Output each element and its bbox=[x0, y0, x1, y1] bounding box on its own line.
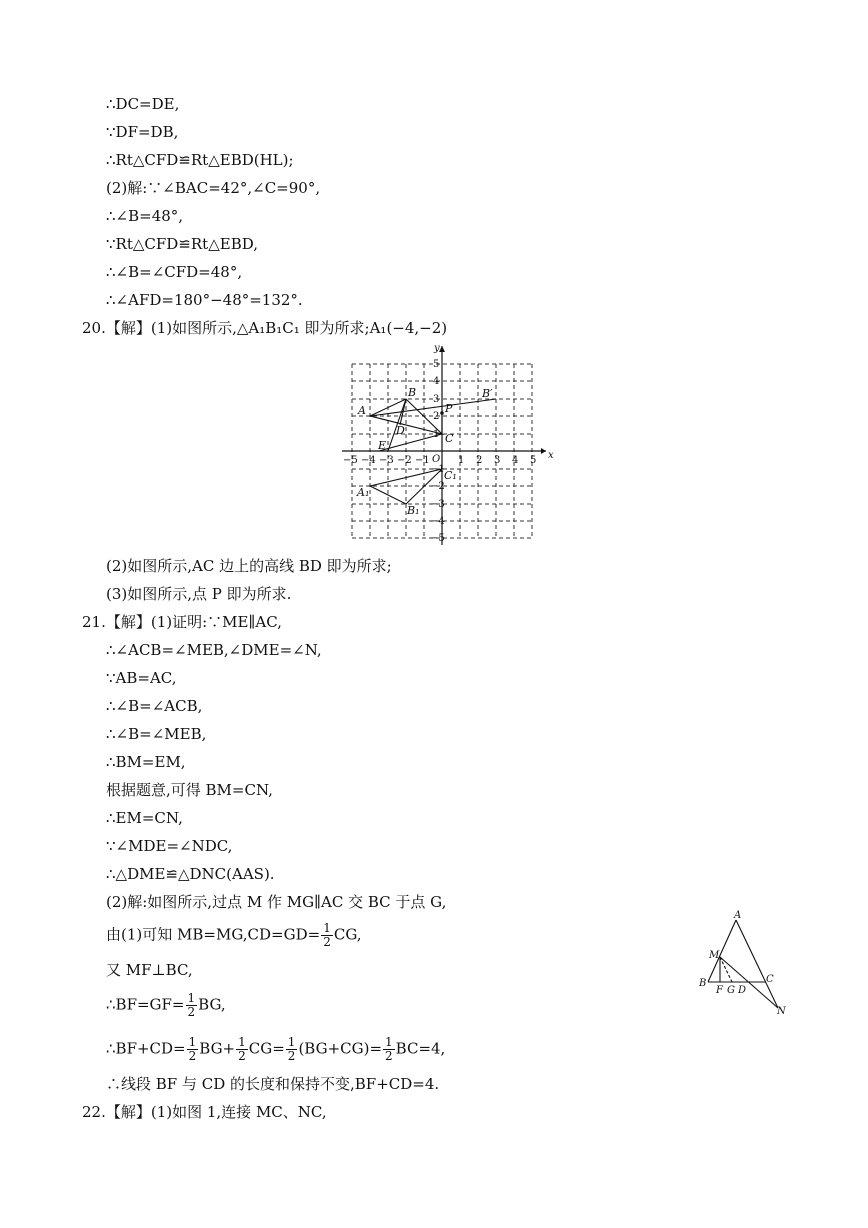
point-label: F bbox=[716, 985, 723, 996]
point-label: B₁ bbox=[407, 504, 420, 517]
x-tick-label: −3 bbox=[379, 455, 394, 466]
point-label: M bbox=[709, 950, 720, 961]
x-tick-label: 3 bbox=[494, 455, 501, 466]
proof-line: 又 MF⊥BC, bbox=[106, 961, 193, 979]
proof-line: (2)解:∵∠BAC=42°,∠C=90°, bbox=[106, 179, 321, 197]
coordinate-grid-figure bbox=[338, 342, 558, 546]
proof-line: ∵AB=AC, bbox=[106, 669, 177, 687]
proof-line: 根据题意,可得 BM=CN, bbox=[106, 781, 273, 799]
y-tick-label: −5 bbox=[430, 533, 445, 544]
point-label: A bbox=[358, 404, 366, 417]
point-label: C bbox=[766, 974, 774, 985]
proof-line: ∴∠B=∠CFD=48°, bbox=[106, 263, 243, 281]
x-tick-label: −5 bbox=[343, 455, 358, 466]
y-tick-label: −4 bbox=[430, 516, 445, 527]
point-label: G bbox=[727, 985, 735, 996]
x-tick-label: 2 bbox=[476, 455, 483, 466]
x-tick-label: 4 bbox=[512, 455, 519, 466]
triangle-figure bbox=[696, 908, 796, 1020]
point-label: E bbox=[378, 439, 387, 452]
point-label: P bbox=[445, 402, 453, 415]
proof-line: (2)解:如图所示,过点 M 作 MG∥AC 交 BC 于点 G, bbox=[106, 893, 447, 911]
proof-line: ∵DF=DB, bbox=[106, 123, 179, 141]
question-20-heading: 20.【解】(1)如图所示,△A₁B₁C₁ 即为所求;A₁(−4,−2) bbox=[82, 319, 448, 337]
x-tick-label: 5 bbox=[530, 455, 537, 466]
proof-line: ∴BM=EM, bbox=[106, 753, 186, 771]
y-tick-label: 3 bbox=[433, 394, 440, 405]
proof-line: ∴∠B=∠MEB, bbox=[106, 725, 207, 743]
x-tick-label: −1 bbox=[415, 455, 430, 466]
x-axis-label: x bbox=[548, 450, 554, 461]
proof-line: ∴DC=DE, bbox=[106, 95, 180, 113]
question-21-heading: 21.【解】(1)证明:∵ME∥AC, bbox=[82, 613, 282, 631]
proof-line: ∴线段 BF 与 CD 的长度和保持不变,BF+CD=4. bbox=[106, 1075, 440, 1093]
y-tick-label: 4 bbox=[433, 376, 440, 387]
y-tick-label: 1 bbox=[433, 429, 440, 440]
point-label: C₁ bbox=[444, 469, 457, 482]
y-tick-label: 5 bbox=[433, 359, 440, 370]
origin-label: O bbox=[432, 454, 441, 465]
point-label: N bbox=[777, 1006, 786, 1017]
y-tick-label: −2 bbox=[430, 481, 445, 492]
proof-line: 由(1)可知 MB=MG,CD=GD= $\frac{1}{2}$ CG, bbox=[106, 921, 362, 949]
proof-line: ∴Rt△CFD≌Rt△EBD(HL); bbox=[106, 151, 294, 169]
proof-line: ∴∠ACB=∠MEB,∠DME=∠N, bbox=[106, 641, 322, 659]
y-tick-label: −3 bbox=[430, 499, 445, 510]
question-22-heading: 22.【解】(1)如图 1,连接 MC、NC, bbox=[82, 1103, 327, 1121]
point-label: B bbox=[699, 978, 707, 989]
y-axis-label: y bbox=[434, 343, 440, 354]
x-tick-label: −2 bbox=[397, 455, 412, 466]
answer-line: (3)如图所示,点 P 即为所求. bbox=[106, 585, 292, 603]
proof-line: ∴EM=CN, bbox=[106, 809, 183, 827]
proof-line: ∴∠B=∠ACB, bbox=[106, 697, 203, 715]
proof-line: ∴BF+CD= $\frac{1}{2}$ BG+ $\frac{1}{2}$ CG= $\frac{1}{2}$ (BG+CG)= $\frac{1}{2}$ BC=4, bbox=[106, 1035, 446, 1063]
point-label: A bbox=[734, 910, 742, 921]
y-tick-label: 2 bbox=[433, 411, 440, 422]
point-label: D bbox=[396, 424, 405, 437]
answer-line: (2)如图所示,AC 边上的高线 BD 即为所求; bbox=[106, 557, 392, 575]
proof-line: ∵∠MDE=∠NDC, bbox=[106, 837, 233, 855]
point-label: B bbox=[408, 386, 417, 399]
x-tick-label: 1 bbox=[458, 455, 465, 466]
y-tick-label: −1 bbox=[430, 464, 445, 475]
proof-line: ∴BF=GF= $\frac{1}{2}$ BG, bbox=[106, 991, 226, 1019]
x-tick-label: −4 bbox=[361, 455, 376, 466]
proof-line: ∴△DME≌△DNC(AAS). bbox=[106, 865, 275, 883]
proof-line: ∵Rt△CFD≌Rt△EBD, bbox=[106, 235, 258, 253]
point-label: D bbox=[738, 985, 747, 996]
point-label: C bbox=[445, 432, 454, 445]
point-label: A₁ bbox=[357, 486, 370, 499]
proof-line: ∴∠AFD=180°−48°=132°. bbox=[106, 291, 303, 309]
proof-line: ∴∠B=48°, bbox=[106, 207, 184, 225]
point-label: B′ bbox=[482, 387, 493, 400]
